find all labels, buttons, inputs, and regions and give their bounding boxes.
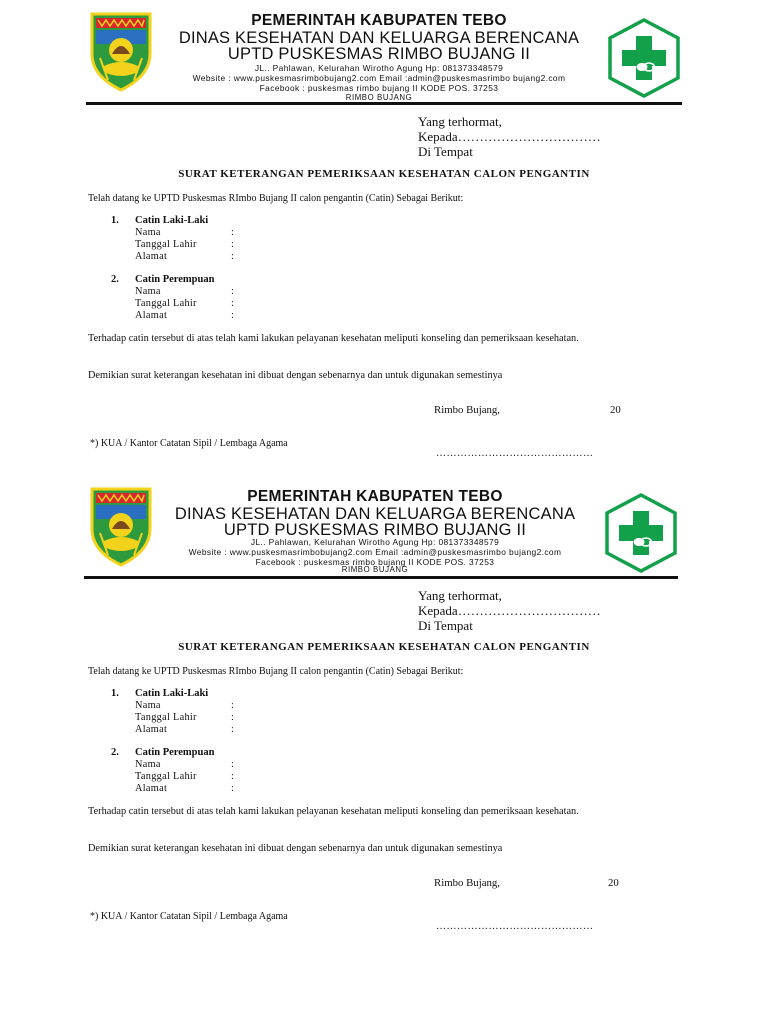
field-colon: : (231, 239, 234, 250)
field-colon: : (231, 298, 234, 309)
field-colon: : (231, 227, 234, 238)
footnote-recipient: *) KUA / Kantor Catatan Sipil / Lembaga Agama (90, 438, 288, 449)
puskesmas-green-cross-icon (603, 493, 679, 573)
letterhead-department: DINAS KESEHATAN DAN KELUARGA BERENCANA (178, 29, 580, 47)
field-label-birthdate: Tanggal Lahir (135, 712, 197, 723)
year-prefix: 20 (610, 404, 621, 416)
kabupaten-tebo-crest-icon (88, 10, 154, 92)
field-label-address: Alamat (135, 783, 168, 794)
section-number: 1. (111, 688, 119, 699)
addressee-recipient: Kepada…………………………… (418, 129, 601, 144)
letterhead-website-email: Website : www.puskesmasrimbobujang2.com Email :admin@puskesmasrimbo bujang2.com (192, 73, 566, 83)
field-colon: : (231, 724, 234, 735)
letter-title: SURAT KETERANGAN PEMERIKSAAN KESEHATAN CALON PENGANTIN (178, 168, 590, 180)
field-colon: : (231, 759, 234, 770)
letter-form (0, 473, 768, 947)
field-label-address: Alamat (135, 310, 168, 321)
section-number: 2. (111, 274, 119, 285)
place-date: Rimbo Bujang, (434, 404, 500, 416)
field-colon: : (231, 771, 234, 782)
letterhead-unit: UPTD PUSKESMAS RIMBO BUJANG II (227, 45, 531, 63)
service-paragraph: Terhadap catin tersebut di atas telah kami lakukan pelayanan kesehatan meliputi konseling dan pemeriksaan kesehatan. (88, 333, 579, 344)
addressee-recipient: Kepada…………………………… (418, 603, 601, 618)
addressee-greeting: Yang terhormat, (418, 114, 502, 129)
puskesmas-green-cross-icon (606, 18, 682, 98)
addressee-greeting: Yang terhormat, (418, 588, 502, 603)
letter-intro: Telah datang ke UPTD Puskesmas RImbo Bujang II calon pengantin (Catin) Sebagai Berikut: (88, 666, 464, 677)
field-colon: : (231, 712, 234, 723)
year-prefix: 20 (608, 877, 619, 889)
letter-intro: Telah datang ke UPTD Puskesmas RImbo Bujang II calon pengantin (Catin) Sebagai Berikut: (88, 193, 464, 204)
letterhead-facebook: Facebook : puskesmas rimbo bujang II KODE POS. 37253 (255, 557, 495, 567)
letterhead-divider (86, 102, 682, 105)
letterhead-government: PEMERINTAH KABUPATEN TEBO (251, 12, 507, 29)
field-label-name: Nama (135, 700, 161, 711)
field-label-name: Nama (135, 759, 161, 770)
section-title-bride: Catin Perempuan (135, 274, 215, 285)
closing-statement: Demikian surat keterangan kesehatan ini dibuat dengan sebenarnya dan untuk digunakan semestinya (88, 370, 503, 381)
section-title-groom: Catin Laki-Laki (135, 215, 209, 226)
letterhead-website-email: Website : www.puskesmasrimbobujang2.com Email :admin@puskesmasrimbo bujang2.com (188, 547, 562, 557)
field-colon: : (231, 783, 234, 794)
letterhead-town: RIMBO BUJANG (341, 565, 409, 574)
letter-form (0, 0, 768, 474)
letterhead-unit: UPTD PUSKESMAS RIMBO BUJANG II (223, 521, 527, 539)
letterhead-department: DINAS KESEHATAN DAN KELUARGA BERENCANA (174, 505, 576, 523)
letterhead-address: JL.. Pahlawan, Kelurahan Wirotho Agung Hp: 081373348579 (254, 63, 504, 73)
field-colon: : (231, 251, 234, 262)
field-label-birthdate: Tanggal Lahir (135, 239, 197, 250)
section-number: 2. (111, 747, 119, 758)
letterhead-divider (84, 576, 678, 579)
closing-statement: Demikian surat keterangan kesehatan ini dibuat dengan sebenarnya dan untuk digunakan semestinya (88, 843, 503, 854)
letterhead-government: PEMERINTAH KABUPATEN TEBO (247, 488, 503, 505)
field-label-birthdate: Tanggal Lahir (135, 771, 197, 782)
letterhead-address: JL.. Pahlawan, Kelurahan Wirotho Agung Hp: 081373348579 (250, 537, 500, 547)
field-colon: : (231, 700, 234, 711)
place-date: Rimbo Bujang, (434, 877, 500, 889)
letter-title: SURAT KETERANGAN PEMERIKSAAN KESEHATAN CALON PENGANTIN (178, 641, 590, 653)
addressee-place: Di Tempat (418, 618, 473, 633)
field-colon: : (231, 310, 234, 321)
field-label-birthdate: Tanggal Lahir (135, 298, 197, 309)
field-colon: : (231, 286, 234, 297)
letterhead-facebook: Facebook : puskesmas rimbo bujang II KODE POS. 37253 (259, 83, 499, 93)
field-label-address: Alamat (135, 251, 168, 262)
section-title-bride: Catin Perempuan (135, 747, 215, 758)
field-label-name: Nama (135, 286, 161, 297)
service-paragraph: Terhadap catin tersebut di atas telah kami lakukan pelayanan kesehatan meliputi konseling dan pemeriksaan kesehatan. (88, 806, 579, 817)
signature-line: ……………………………………… (436, 448, 594, 459)
footnote-recipient: *) KUA / Kantor Catatan Sipil / Lembaga Agama (90, 911, 288, 922)
kabupaten-tebo-crest-icon (88, 485, 154, 567)
section-title-groom: Catin Laki-Laki (135, 688, 209, 699)
addressee-place: Di Tempat (418, 144, 473, 159)
signature-line: ……………………………………… (436, 921, 594, 932)
field-label-address: Alamat (135, 724, 168, 735)
letterhead-town: RIMBO BUJANG (345, 93, 413, 102)
field-label-name: Nama (135, 227, 161, 238)
section-number: 1. (111, 215, 119, 226)
